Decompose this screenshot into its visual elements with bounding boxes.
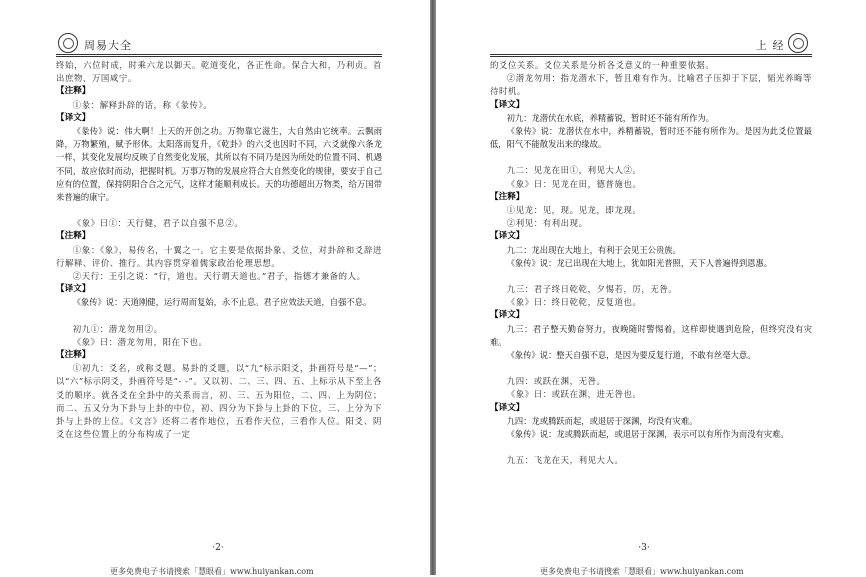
classical-text-paragraph: 九三：君子终日乾乾，夕惕若，厉，无咎。 <box>506 284 678 295</box>
translation-paragraph: 《彖传》说：伟大啊！上天的开创之功。万物靠它滋生，大自然由它统率。云飘雨降，万物繁殖，赋予形体。太阳落而复升，《乾卦》的六爻也因时不同，六爻就像六条龙一样，其变化发展均反映了自然变化发展，其所以有不同乃是因为所处的位置不同、机遇不同，故应依时而动，把握时机。万事万物的发展应符合大自然变化的规律，要安于自己应有的位置，保持阴阳合合之元气，这样才能顺利成长。天的功德超出万物类，给万国带来普遍的康宁。 <box>56 126 382 203</box>
section-heading: 【译文】 <box>490 231 525 242</box>
section-heading: 【注释】 <box>490 191 525 202</box>
translation-paragraph: 初九：龙潜伏在水底，养精蓄锐，暂时还不能有所作为。 <box>506 112 715 123</box>
classical-text-paragraph: 的爻位关系。爻位关系是分析各爻意义的一种重要依据。 <box>490 60 715 70</box>
classical-text-paragraph: ②天行：王引之说：“行，道也。天行谓天道也。”君子，指德才兼备的人。 <box>72 271 366 282</box>
bagua-logo-icon <box>788 33 808 53</box>
right-page <box>436 0 866 575</box>
classical-text-paragraph: 九二：见龙在田①，利见大人②。 <box>506 165 642 176</box>
classical-text-paragraph: 九五：飞龙在天，利见大人。 <box>506 455 624 466</box>
section-heading: 【译文】 <box>56 284 91 295</box>
footer-watermark: 更多免费电子书请搜索「慧眼看」www.huiyankan.com <box>110 567 314 576</box>
classical-text-paragraph: ①见龙：见，现。见龙，即龙现。 <box>506 205 642 216</box>
paragraph-spacer <box>56 204 382 217</box>
classical-text-paragraph: 《象》曰：终日乾乾，反复道也。 <box>506 297 642 308</box>
section-heading: 【译文】 <box>490 402 525 413</box>
translation-paragraph: 九二：龙出现在大地上，有利于会见王公贵族。 <box>506 244 681 255</box>
page-number: ·2· <box>212 543 224 553</box>
classical-text-paragraph: 《象》曰①：天行健，君子以自强不息②。 <box>72 218 244 229</box>
left-page-body <box>56 59 382 441</box>
classical-text-paragraph: 初九①：潜龙勿用②。 <box>72 323 163 334</box>
header-rule <box>56 54 382 57</box>
translation-paragraph: 《象传》说：龙已出现在大地上，犹如阳光普照，天下人普遍得到恩惠。 <box>506 257 773 268</box>
footer-watermark: 更多免费电子书请搜索「慧眼看」www.huiyankan.com <box>540 567 744 576</box>
classical-text-paragraph: ②利见：有利出现。 <box>506 218 588 229</box>
classical-text-paragraph: ①初九：爻名，或称爻题。易卦的爻题，以“九”标示阳爻，卦画符号是“—”；以“六”标示阴爻，卦画符号是“- -”。又以初、二、三、四、五、上标示从下至上各爻的顺序。就各爻在全卦中的关系而言，初、三、五为阳位，二、四、上为阴位；而二、五又分为下卦与上卦的中位，初、四分为下卦与上卦的下位，三、上分为下卦与上卦的上位。《文言》还将二者作地位，五看作天位，三看作人位。阳爻、阴爻在这些位置上的分布构成了一定 <box>56 363 382 440</box>
translation-paragraph: 九三：君子整天勤奋努力，夜晚随时警惕着，这样即使遇到危险，但终究没有灾难。 <box>490 323 812 347</box>
section-heading: 【译文】 <box>490 310 525 321</box>
translation-paragraph: 《象传》说：整天自强不息，是因为要反复行道，不敢有丝毫大意。 <box>506 350 756 361</box>
section-heading: 【译文】 <box>490 99 525 110</box>
section-heading: 【注释】 <box>56 231 91 242</box>
paragraph-spacer <box>490 151 812 164</box>
paragraph-spacer <box>56 310 382 323</box>
translation-paragraph: 《象传》说：龙潜伏在水中，养精蓄锐，暂时还不能有所作为。是因为此爻位置最低，阳气不能散发出来的缘故。 <box>490 126 812 150</box>
classical-text-paragraph: ①彖：解释卦辞的话，称《彖传》。 <box>72 99 213 110</box>
classical-text-paragraph: 《象》曰：或跃在渊，进无咎也。 <box>506 389 642 400</box>
section-heading: 【注释】 <box>56 86 91 97</box>
running-head-section-title: 上 经 <box>756 39 785 52</box>
classical-text-paragraph: 《象》曰：潜龙勿用，阳在下也。 <box>72 336 208 347</box>
classical-text-paragraph: ②潜龙勿用：指龙潜水下，暂且难有作为。比喻君子压抑于下层，韬光养晦等待时机。 <box>490 73 812 97</box>
classical-text-paragraph: 《象》曰：见龙在田，德普施也。 <box>506 178 642 189</box>
bagua-logo-icon <box>58 33 78 53</box>
paragraph-spacer <box>490 362 812 375</box>
right-page-body <box>490 59 812 467</box>
translation-paragraph: 九四：龙或腾跃而起，或退居于深渊，均没有灾难。 <box>506 415 698 426</box>
paragraph-spacer <box>490 441 812 454</box>
section-heading: 【注释】 <box>56 350 91 361</box>
paragraph-spacer <box>490 270 812 283</box>
translation-paragraph: 《象传》说：龙或腾跃而起，或退居于深渊，表示可以有所作为而没有灾难。 <box>506 429 789 440</box>
left-page <box>0 0 430 575</box>
classical-text-paragraph: 九四：或跃在渊，无咎。 <box>506 376 606 387</box>
section-heading: 【译文】 <box>56 112 91 123</box>
classical-text-paragraph: ①象：《象》，易传名，十翼之一。它主要是依据卦象、爻位，对卦辞和爻辞进行解释、评价、推行。其内容贯穿着儒家政治伦理思想。 <box>56 244 382 268</box>
header-rule <box>490 54 812 57</box>
page-number: ·3· <box>638 543 650 553</box>
classical-text-paragraph: 终始，六位时成，时乘六龙以御天。乾道变化，各正性命。保合大和，乃利贞。首出庶物，万国咸宁。 <box>56 60 382 84</box>
running-head-book-title: 周易大全 <box>84 39 132 52</box>
translation-paragraph: 《象传》说：天道刚健，运行周而复始，永不止息。君子应效法天道，自强不息。 <box>72 297 372 308</box>
